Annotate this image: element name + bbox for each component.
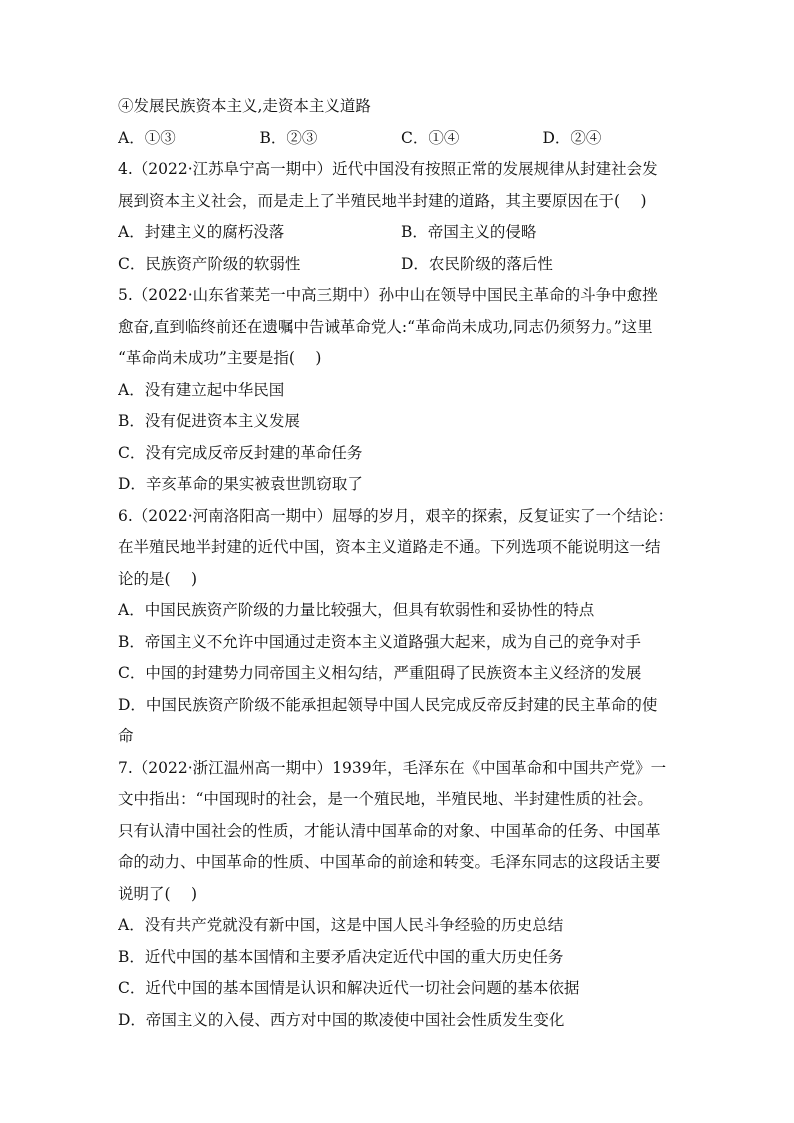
q4-option-b: B．帝国主义的侵略 <box>401 223 537 241</box>
q4-options-row-1 <box>118 217 684 249</box>
q4-stem-line-1: 4.（2022·江苏阜宁高一期中）近代中国没有按照正常的发展规律从封建社会发 <box>118 160 658 178</box>
q6-option-d-continuation: 命 <box>118 727 134 745</box>
q6-stem-line-2: 在半殖民地半封建的近代中国，资本主义道路走不通。下列选项不能说明这一结 <box>118 538 661 556</box>
q7-option-d: D．帝国主义的入侵、西方对中国的欺凌使中国社会性质发生变化 <box>118 1010 565 1029</box>
q4-options-row-2 <box>118 249 684 281</box>
q3-option-a: A．①③ <box>118 128 176 147</box>
q4-option-d: D．农民阶级的落后性 <box>401 254 553 273</box>
q7-option-a: A．没有共产党就没有新中国，这是中国人民斗争经验的历史总结 <box>118 916 564 934</box>
q6-option-b: B．帝国主义不允许中国通过走资本主义道路强大起来，成为自己的竞争对手 <box>118 632 641 651</box>
q4-option-c: C．民族资产阶级的软弱性 <box>118 254 301 273</box>
q3-option-d: D．②④ <box>542 128 602 147</box>
q6-option-a: A．中国民族资产阶级的力量比较强大，但具有软弱性和妥协性的特点 <box>118 601 595 619</box>
q7-stem-line-2: 文中指出：“中国现时的社会，是一个殖民地，半殖民地、半封建性质的社会。 <box>118 790 653 808</box>
q6-option-c: C．中国的封建势力同帝国主义相勾结，严重阻碍了民族资本主义经济的发展 <box>118 664 642 682</box>
q7-stem-line-4: 命的动力、中国革命的性质、中国革命的前途和转变。毛泽东同志的这段话主要 <box>118 853 661 871</box>
q3-option-c: C．①④ <box>401 128 460 147</box>
q5-stem-line-2: 愈奋,直到临终前还在遗嘱中告诫革命党人:“革命尚未成功,同志仍须努力。”这里 <box>118 317 653 336</box>
q7-stem-line-1: 7.（2022·浙江温州高一期中）1939年，毛泽东在《中国革命和中国共产党》一 <box>118 758 667 777</box>
q7-option-c: C．近代中国的基本国情是认识和解决近代一切社会问题的基本依据 <box>118 979 580 997</box>
q3-item-4: ④发展民族资本主义,走资本主义道路 <box>118 97 371 115</box>
q4-stem-line-2: 展到资本主义社会，而是走上了半殖民地半封建的道路，其主要原因在于( ) <box>118 191 647 210</box>
q4-option-a: A．封建主义的腐朽没落 <box>118 223 285 241</box>
q5-stem-line-1: 5.（2022·山东省莱芜一中高三期中）孙中山在领导中国民主革命的斗争中愈挫 <box>118 286 658 304</box>
q5-option-c: C．没有完成反帝反封建的革命任务 <box>118 443 363 462</box>
q5-option-d: D．辛亥革命的果实被袁世凯窃取了 <box>118 475 363 493</box>
q7-option-b: B．近代中国的基本国情和主要矛盾决定近代中国的重大历史任务 <box>118 947 564 966</box>
q6-stem-line-1: 6.（2022·河南洛阳高一期中）屈辱的岁月，艰辛的探索，反复证实了一个结论： <box>118 506 674 525</box>
q3-options <box>118 123 684 155</box>
q7-stem-line-5: 说明了( ) <box>118 884 198 903</box>
q5-option-b: B．没有促进资本主义发展 <box>118 412 300 430</box>
q5-stem-line-3: “革命尚未成功”主要是指( ) <box>118 349 322 367</box>
q6-stem-line-3: 论的是( ) <box>118 569 198 588</box>
q6-option-d: D．中国民族资产阶级不能承担起领导中国人民完成反帝反封建的民主革命的使 <box>118 695 658 714</box>
q7-stem-line-3: 只有认清中国社会的性质，才能认清中国革命的对象、中国革命的任务、中国革 <box>118 821 661 840</box>
q3-option-b: B．②③ <box>259 128 318 147</box>
q5-option-a: A．没有建立起中华民国 <box>118 380 285 399</box>
